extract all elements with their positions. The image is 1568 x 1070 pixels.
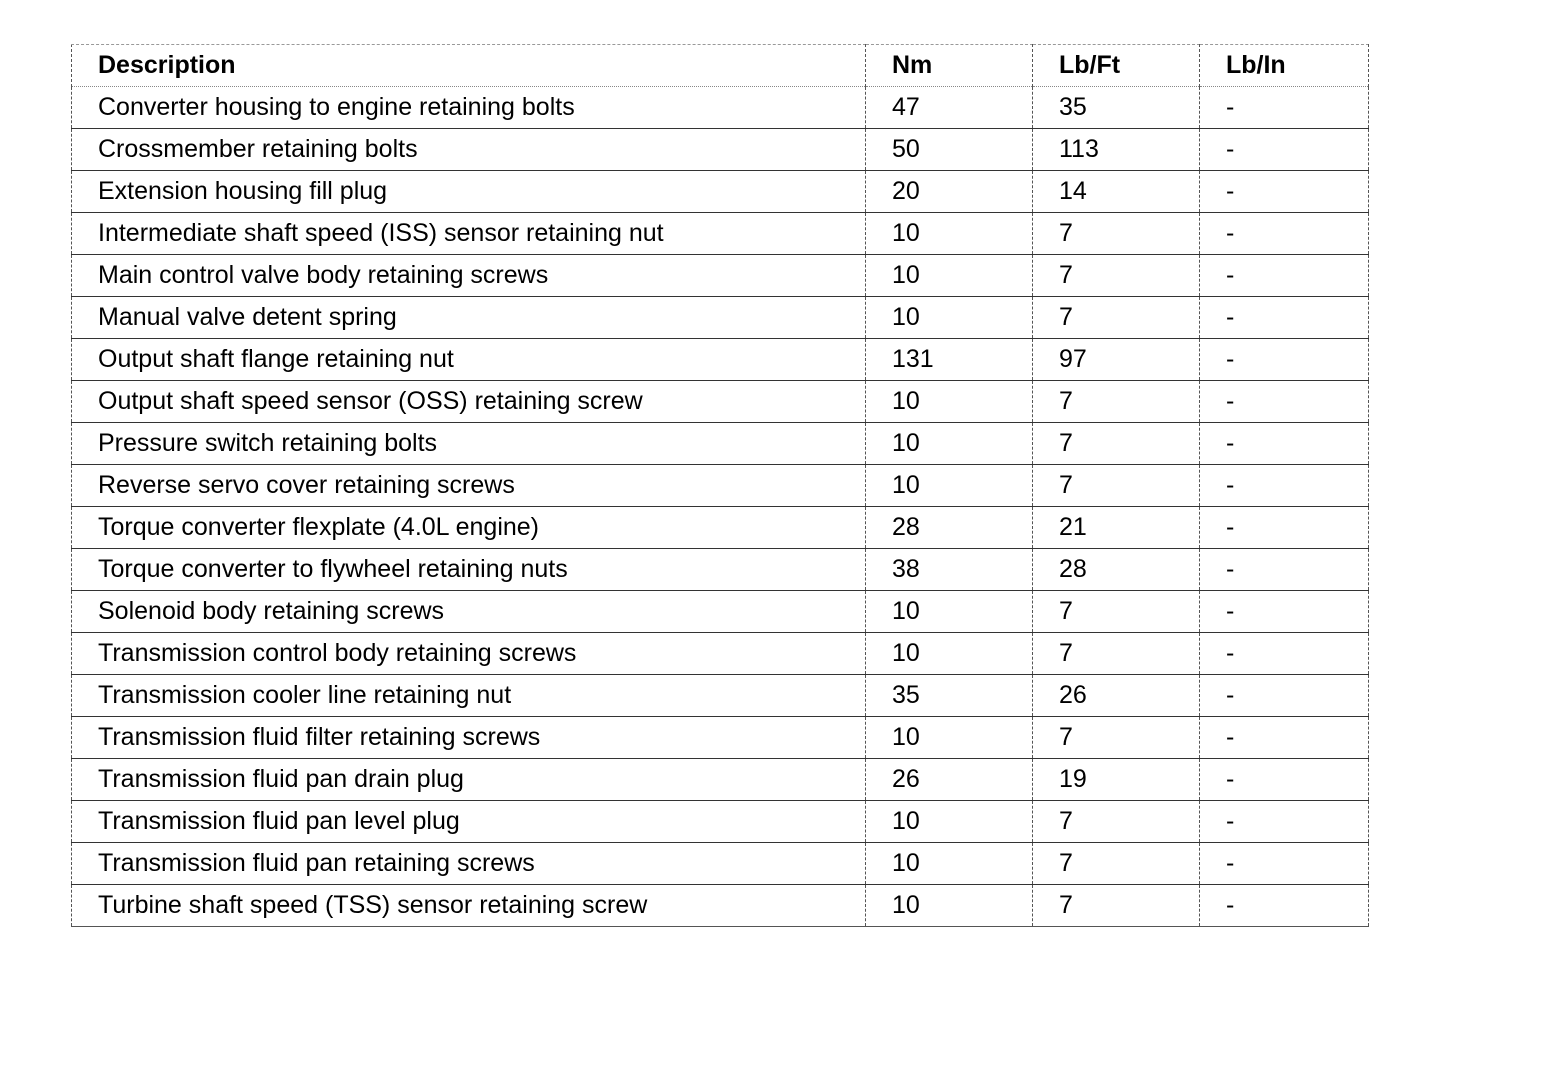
cell-lbin: - xyxy=(1200,549,1369,591)
cell-lbin: - xyxy=(1200,801,1369,843)
cell-description: Transmission fluid filter retaining screws xyxy=(72,717,866,759)
cell-lbft: 7 xyxy=(1033,255,1200,297)
table-header-row xyxy=(72,45,1369,87)
cell-lbft: 7 xyxy=(1033,633,1200,675)
torque-specification-table xyxy=(71,44,1369,927)
cell-lbin: - xyxy=(1200,213,1369,255)
cell-nm: 38 xyxy=(866,549,1033,591)
cell-nm: 20 xyxy=(866,171,1033,213)
table-row xyxy=(72,87,1369,129)
cell-description: Torque converter flexplate (4.0L engine) xyxy=(72,507,866,549)
cell-lbin: - xyxy=(1200,171,1369,213)
cell-lbin: - xyxy=(1200,381,1369,423)
cell-description: Transmission cooler line retaining nut xyxy=(72,675,866,717)
cell-lbft: 26 xyxy=(1033,675,1200,717)
cell-lbin: - xyxy=(1200,465,1369,507)
table-row xyxy=(72,339,1369,381)
cell-lbft: 28 xyxy=(1033,549,1200,591)
cell-nm: 10 xyxy=(866,297,1033,339)
cell-description: Transmission fluid pan level plug xyxy=(72,801,866,843)
cell-description: Turbine shaft speed (TSS) sensor retaining screw xyxy=(72,885,866,927)
table-row xyxy=(72,297,1369,339)
cell-lbin: - xyxy=(1200,591,1369,633)
cell-description: Output shaft speed sensor (OSS) retaining screw xyxy=(72,381,866,423)
cell-lbin: - xyxy=(1200,129,1369,171)
table-row xyxy=(72,801,1369,843)
cell-nm: 35 xyxy=(866,675,1033,717)
table-row xyxy=(72,633,1369,675)
cell-lbft: 7 xyxy=(1033,801,1200,843)
cell-nm: 47 xyxy=(866,87,1033,129)
cell-lbft: 14 xyxy=(1033,171,1200,213)
cell-description: Transmission fluid pan retaining screws xyxy=(72,843,866,885)
cell-lbin: - xyxy=(1200,759,1369,801)
cell-lbin: - xyxy=(1200,297,1369,339)
cell-lbin: - xyxy=(1200,675,1369,717)
cell-lbin: - xyxy=(1200,339,1369,381)
cell-lbft: 7 xyxy=(1033,423,1200,465)
cell-description: Output shaft flange retaining nut xyxy=(72,339,866,381)
cell-lbin: - xyxy=(1200,717,1369,759)
cell-lbft: 7 xyxy=(1033,297,1200,339)
header-nm: Nm xyxy=(866,45,1033,87)
cell-description: Pressure switch retaining bolts xyxy=(72,423,866,465)
cell-lbft: 7 xyxy=(1033,591,1200,633)
cell-lbft: 97 xyxy=(1033,339,1200,381)
cell-description: Manual valve detent spring xyxy=(72,297,866,339)
cell-description: Transmission control body retaining screws xyxy=(72,633,866,675)
table-row xyxy=(72,423,1369,465)
cell-nm: 10 xyxy=(866,423,1033,465)
table-row xyxy=(72,885,1369,927)
cell-nm: 10 xyxy=(866,381,1033,423)
header-description: Description xyxy=(72,45,866,87)
cell-lbft: 7 xyxy=(1033,717,1200,759)
cell-description: Solenoid body retaining screws xyxy=(72,591,866,633)
cell-nm: 131 xyxy=(866,339,1033,381)
table-body xyxy=(72,87,1369,927)
cell-lbft: 7 xyxy=(1033,843,1200,885)
cell-lbin: - xyxy=(1200,423,1369,465)
table-row xyxy=(72,843,1369,885)
cell-description: Transmission fluid pan drain plug xyxy=(72,759,866,801)
cell-lbin: - xyxy=(1200,87,1369,129)
cell-lbin: - xyxy=(1200,633,1369,675)
cell-lbft: 7 xyxy=(1033,381,1200,423)
cell-nm: 26 xyxy=(866,759,1033,801)
cell-description: Main control valve body retaining screws xyxy=(72,255,866,297)
cell-description: Torque converter to flywheel retaining nuts xyxy=(72,549,866,591)
header-lbft: Lb/Ft xyxy=(1033,45,1200,87)
cell-lbin: - xyxy=(1200,885,1369,927)
cell-description: Crossmember retaining bolts xyxy=(72,129,866,171)
cell-nm: 10 xyxy=(866,885,1033,927)
cell-lbft: 35 xyxy=(1033,87,1200,129)
table-row xyxy=(72,381,1369,423)
cell-description: Intermediate shaft speed (ISS) sensor retaining nut xyxy=(72,213,866,255)
cell-nm: 50 xyxy=(866,129,1033,171)
table-row xyxy=(72,129,1369,171)
cell-description: Converter housing to engine retaining bolts xyxy=(72,87,866,129)
cell-lbft: 19 xyxy=(1033,759,1200,801)
table-row xyxy=(72,591,1369,633)
cell-lbft: 21 xyxy=(1033,507,1200,549)
cell-nm: 10 xyxy=(866,465,1033,507)
cell-description: Extension housing fill plug xyxy=(72,171,866,213)
table-row xyxy=(72,465,1369,507)
header-lbin: Lb/In xyxy=(1200,45,1369,87)
cell-nm: 10 xyxy=(866,591,1033,633)
cell-lbin: - xyxy=(1200,843,1369,885)
cell-lbft: 7 xyxy=(1033,885,1200,927)
table-row xyxy=(72,675,1369,717)
table-row xyxy=(72,213,1369,255)
cell-nm: 10 xyxy=(866,255,1033,297)
table-row xyxy=(72,549,1369,591)
table-row xyxy=(72,255,1369,297)
cell-lbft: 7 xyxy=(1033,465,1200,507)
cell-nm: 10 xyxy=(866,717,1033,759)
cell-nm: 10 xyxy=(866,843,1033,885)
cell-lbft: 7 xyxy=(1033,213,1200,255)
table-row xyxy=(72,171,1369,213)
cell-lbin: - xyxy=(1200,255,1369,297)
cell-nm: 10 xyxy=(866,801,1033,843)
cell-description: Reverse servo cover retaining screws xyxy=(72,465,866,507)
cell-nm: 28 xyxy=(866,507,1033,549)
table-row xyxy=(72,759,1369,801)
cell-nm: 10 xyxy=(866,633,1033,675)
cell-nm: 10 xyxy=(866,213,1033,255)
cell-lbin: - xyxy=(1200,507,1369,549)
table-row xyxy=(72,507,1369,549)
cell-lbft: 113 xyxy=(1033,129,1200,171)
table-row xyxy=(72,717,1369,759)
